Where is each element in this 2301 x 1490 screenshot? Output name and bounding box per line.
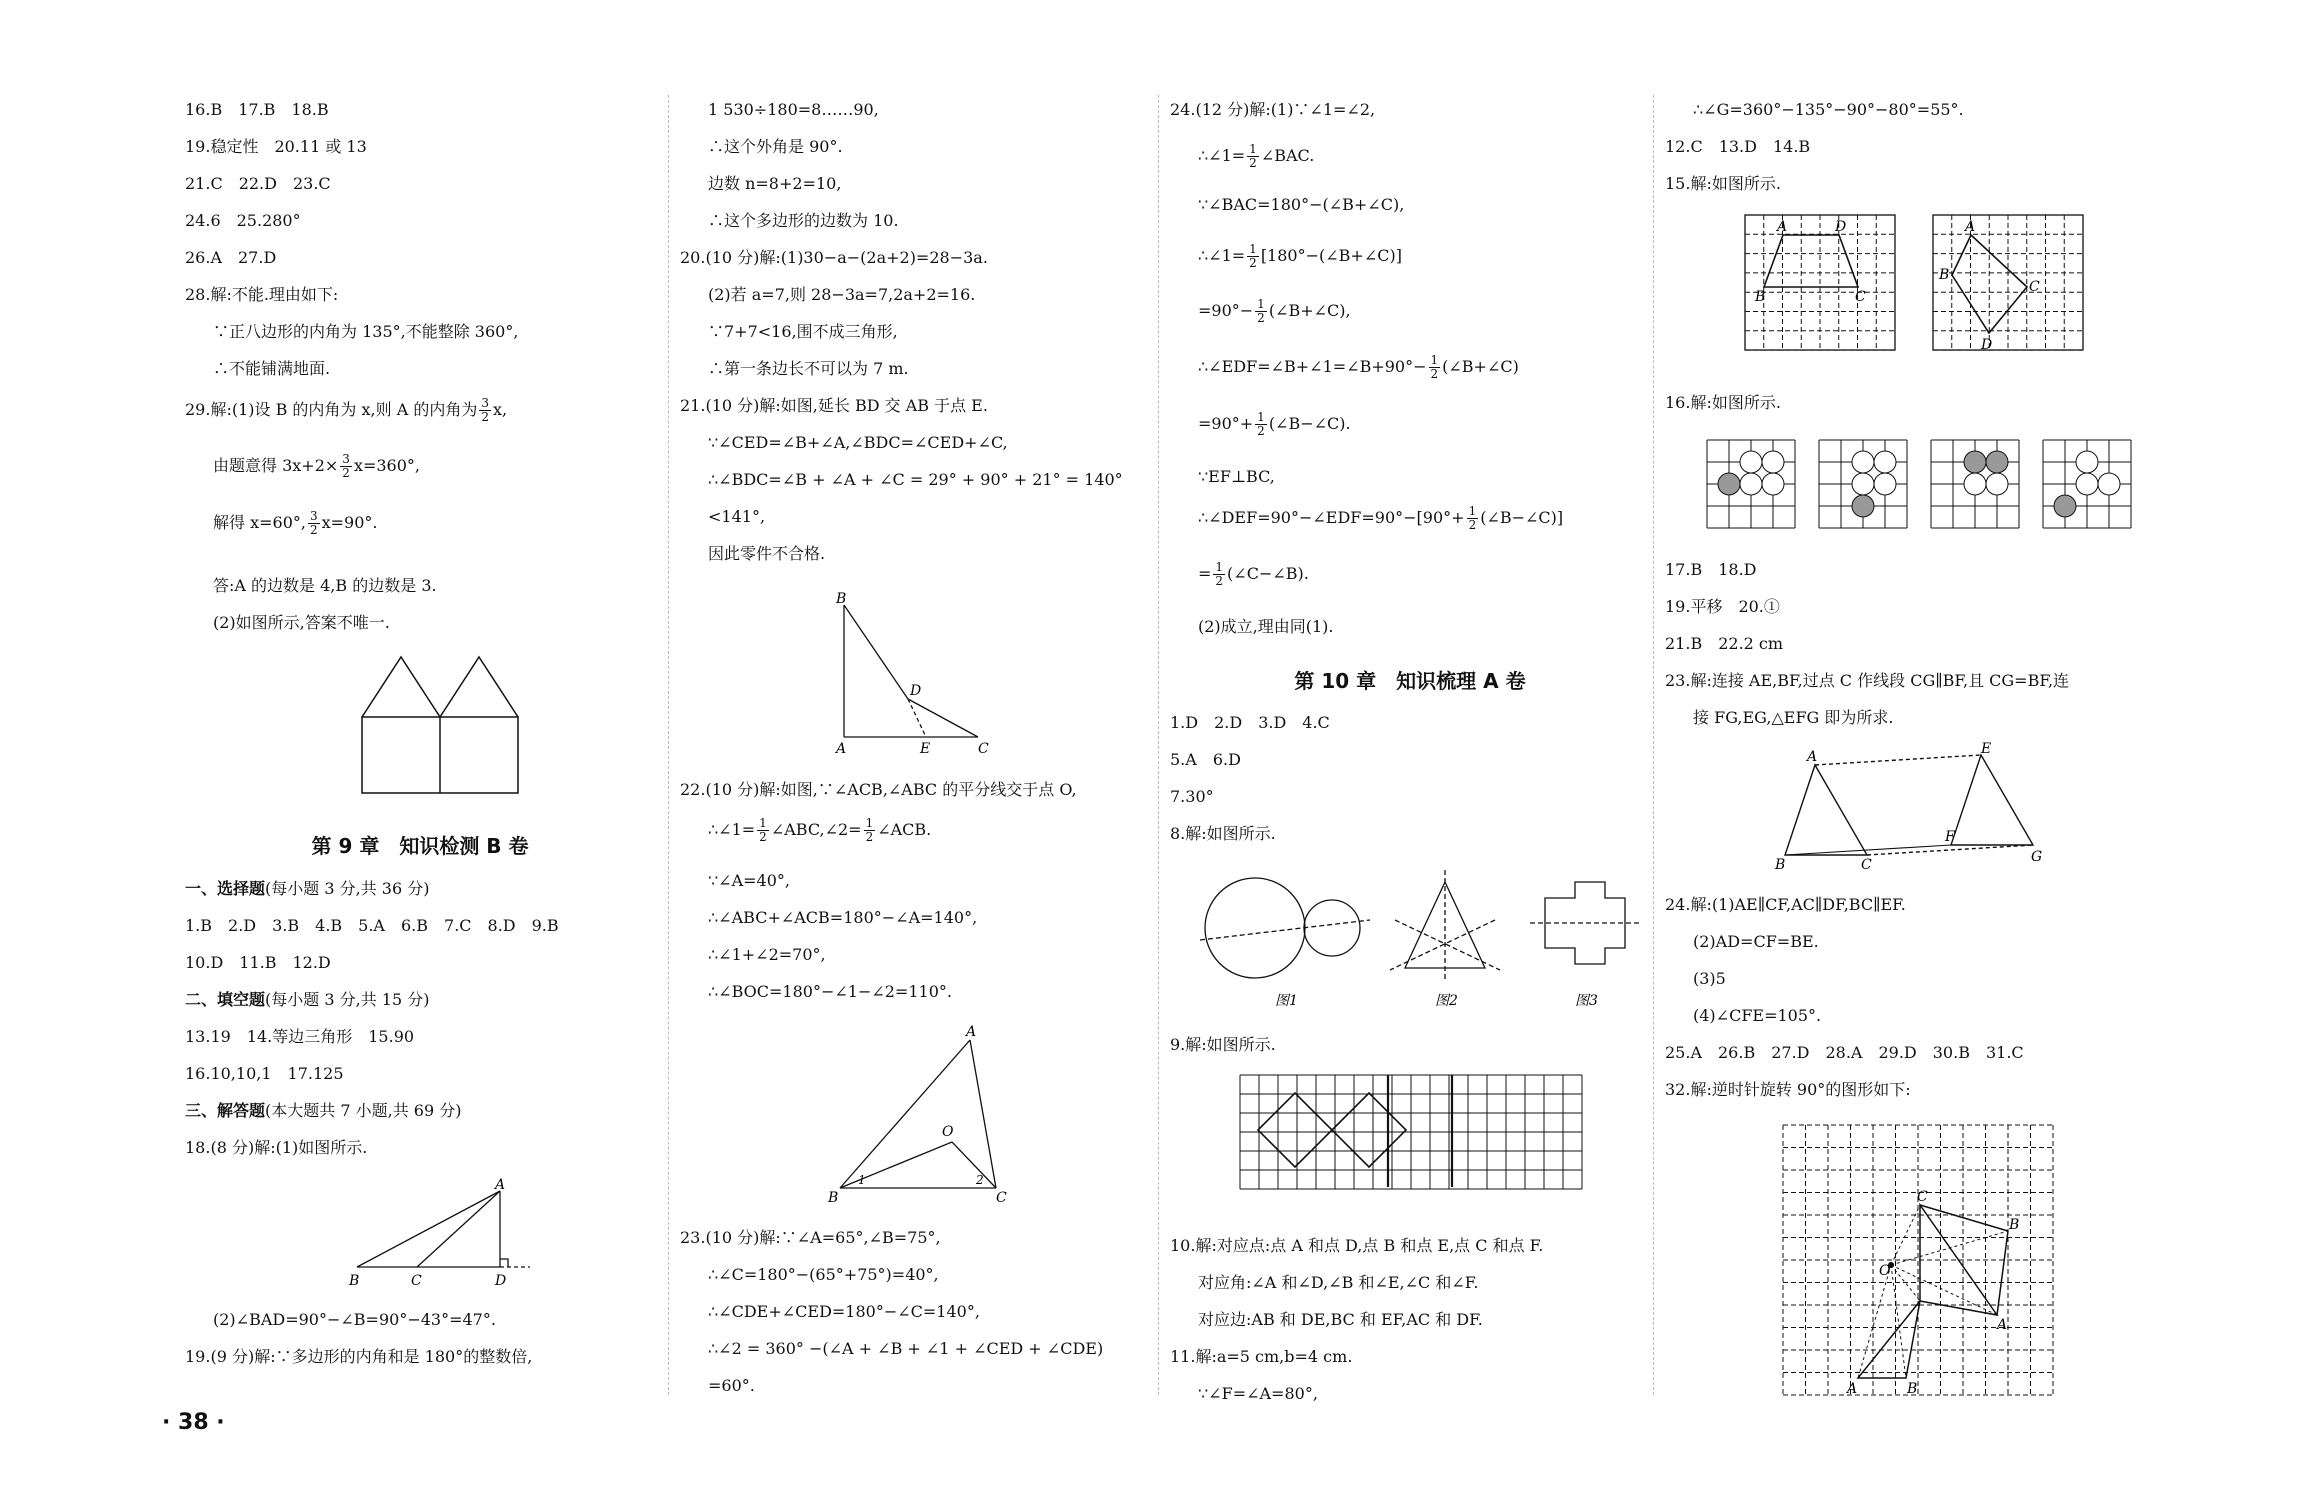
label-1: 1 [858, 1173, 866, 1187]
c1-line: 13.19 14.等边三角形 15.90 [185, 1027, 415, 1046]
text: [180°−(∠B+∠C)] [1260, 246, 1402, 265]
circle-mark [2076, 451, 2098, 473]
c3-line-frac [1170, 561, 1309, 588]
c2-line: 23.(10 分)解:∵∠A=65°,∠B=75°, [680, 1228, 941, 1247]
c1-line: 21.C 22.D 23.C [185, 174, 331, 193]
label-a: A [1965, 219, 1976, 235]
label-c: C [1861, 857, 1872, 873]
c1-line: 答:A 的边数是 4,B 的边数是 3. [213, 576, 437, 595]
triangle-figure-22 [828, 1024, 1030, 1210]
den: 2 [1215, 574, 1224, 588]
c3-line: 10.解:对应点:点 A 和点 D,点 B 和点 E,点 C 和点 F. [1170, 1236, 1544, 1255]
text: ∴∠1= [708, 820, 756, 839]
c2-line: ∴这个多边形的边数为 10. [708, 211, 899, 230]
fraction [1213, 561, 1225, 588]
c4-line: 接 FG,EG,△EFG 即为所求. [1693, 708, 1894, 727]
text: ∴∠DEF=90°−∠EDF=90°−[90°+ [1198, 508, 1465, 527]
circle-mark [1986, 473, 2008, 495]
text: ∴∠EDF=∠B+∠1=∠B+90°− [1198, 357, 1427, 376]
label-d: D [1835, 219, 1847, 235]
num: 1 [865, 816, 874, 830]
label-b: B [2009, 1217, 2020, 1233]
c3-line: 8.解:如图所示. [1170, 824, 1276, 843]
text: =90°+ [1198, 414, 1254, 433]
page-number: · 38 · [162, 1410, 225, 1435]
circle-mark [1852, 451, 1874, 473]
c4-line: 16.解:如图所示. [1665, 393, 1781, 412]
c2-line: ∴第一条边长不可以为 7 m. [708, 359, 909, 378]
label-g: G [2031, 849, 2043, 865]
c2-line: =60°. [708, 1376, 755, 1395]
text: 由题意得 3x+2× [213, 456, 339, 475]
text: 29.解:(1)设 B 的内角为 x,则 A 的内角为 [185, 400, 478, 419]
label-a: A [966, 1024, 977, 1040]
rotation-grid-figure-32 [1783, 1125, 2063, 1405]
c4-line: 12.C 13.D 14.B [1665, 137, 1811, 156]
text: (∠B−∠C)] [1480, 508, 1564, 527]
symmetry-figures [1200, 870, 1630, 1010]
c2-line: 22.(10 分)解:如图,∵∠ACB,∠ABC 的平分线交于点 O, [680, 780, 1077, 799]
fraction [757, 817, 769, 844]
c3-line: (2)成立,理由同(1). [1198, 617, 1334, 636]
c3-line-frac [1170, 505, 1563, 532]
c3-line: ∵EF⊥BC, [1198, 467, 1275, 486]
circle-mark [1986, 451, 2008, 473]
c3-line-frac [1170, 298, 1351, 325]
c2-line: 1 530÷180=8……90, [708, 100, 879, 119]
chapter-10-heading: 第 10 章 知识梳理 A 卷 [1294, 669, 1526, 693]
circle-mark [1874, 473, 1896, 495]
c2-line: ∴∠C=180°−(65°+75°)=40°, [708, 1265, 939, 1284]
label-b: B [1907, 1381, 1918, 1397]
label-c: C [978, 741, 989, 757]
c2-line: ∴∠CDE+∠CED=180°−∠C=140°, [708, 1302, 980, 1321]
c3-line-frac [1170, 411, 1351, 438]
c3-line-frac [1170, 143, 1314, 170]
c2-line: ∴∠BOC=180°−∠1−∠2=110°. [708, 982, 952, 1001]
label-c: C [1917, 1189, 1928, 1205]
den: 2 [1257, 311, 1265, 325]
c3-line: 11.解:a=5 cm,b=4 cm. [1170, 1347, 1353, 1366]
label-b: B [828, 1190, 839, 1206]
circle-mark [1852, 473, 1874, 495]
den: 2 [759, 830, 767, 844]
c3-line: ∵∠BAC=180°−(∠B+∠C), [1198, 195, 1405, 214]
grid-figure-15 [1745, 215, 2085, 355]
c1-line: 10.D 11.B 12.D [185, 953, 331, 972]
c1-line-frac [185, 510, 377, 537]
c3-line-frac [1170, 243, 1402, 270]
label-o: O [1879, 1263, 1891, 1279]
c3-line: 24.(12 分)解:(1)∵∠1=∠2, [1170, 100, 1376, 119]
c1-line: 19.(9 分)解:∵多边形的内角和是 180°的整数倍, [185, 1347, 533, 1366]
section-header [185, 1101, 461, 1121]
section-note: (每小题 3 分,共 15 分) [265, 990, 430, 1009]
num: 3 [481, 396, 489, 410]
figure-caption-2: 图2 [1435, 993, 1458, 1009]
label-b: B [349, 1273, 360, 1289]
section-header [185, 990, 429, 1010]
c2-line: <141°, [708, 507, 766, 526]
c4-line: 25.A 26.B 27.D 28.A 29.D 30.B 31.C [1665, 1043, 2024, 1062]
circle-mark [1964, 473, 1986, 495]
c2-line: ∴∠ABC+∠ACB=180°−∠A=140°, [708, 908, 978, 927]
den: 2 [1257, 424, 1265, 438]
fraction [1255, 411, 1267, 438]
c1-line: 28.解:不能.理由如下: [185, 285, 339, 304]
num: 1 [1249, 242, 1257, 256]
circle-mark [2076, 473, 2098, 495]
c4-line: ∴∠G=360°−135°−90°−80°=55°. [1693, 100, 1964, 119]
c4-line: (3)5 [1693, 969, 1726, 988]
c3-line: 9.解:如图所示. [1170, 1035, 1276, 1054]
num: 1 [1257, 297, 1265, 311]
den: 2 [481, 410, 489, 424]
text: ∴∠1= [1198, 246, 1246, 265]
label-b: B [836, 591, 847, 607]
text: = [1198, 564, 1212, 583]
den: 2 [865, 830, 874, 844]
c1-line-frac [185, 453, 420, 480]
text: (∠B+∠C), [1268, 301, 1351, 320]
section-header [185, 879, 429, 899]
den: 2 [1430, 367, 1439, 381]
section-note: (本大题共 7 小题,共 69 分) [265, 1101, 462, 1120]
text: x=90°. [321, 513, 378, 532]
c1-line: 18.(8 分)解:(1)如图所示. [185, 1138, 368, 1157]
c4-line: (4)∠CFE=105°. [1693, 1006, 1822, 1025]
c4-line: 19.平移 20.① [1665, 597, 1780, 616]
label-c: C [2029, 279, 2040, 295]
c2-line: ∵7+7<16,围不成三角形, [708, 322, 898, 341]
num: 1 [1468, 504, 1477, 518]
fraction [1255, 298, 1267, 325]
text: (∠B+∠C) [1442, 357, 1519, 376]
circle-mark [2054, 495, 2076, 517]
den: 2 [1249, 256, 1257, 270]
label-e: E [920, 741, 931, 757]
c2-line: 20.(10 分)解:(1)30−a−(2a+2)=28−3a. [680, 248, 988, 267]
label-b: B [1939, 267, 1950, 283]
text: ∠ABC,∠2= [770, 820, 862, 839]
c2-line: 因此零件不合格. [708, 544, 826, 563]
text: =90°− [1198, 301, 1254, 320]
label-a: A [1807, 749, 1818, 765]
c3-line: 对应角:∠A 和∠D,∠B 和∠E,∠C 和∠F. [1198, 1273, 1479, 1292]
circle-mark [1874, 451, 1896, 473]
c4-line: 32.解:逆时针旋转 90°的图形如下: [1665, 1080, 1911, 1099]
triangle-figure-21 [830, 591, 1010, 757]
label-a: A [1847, 1381, 1858, 1397]
label-c: C [996, 1190, 1007, 1206]
c1-line: (2)如图所示,答案不唯一. [213, 613, 390, 632]
c3-line: 对应边:AB 和 DE,BC 和 EF,AC 和 DF. [1198, 1310, 1483, 1329]
den: 2 [342, 466, 350, 480]
circle-mark [1740, 473, 1762, 495]
fraction [308, 510, 320, 537]
c2-line: (2)若 a=7,则 28−3a=7,2a+2=16. [708, 285, 976, 304]
den: 2 [309, 523, 318, 537]
c4-line: (2)AD=CF=BE. [1693, 932, 1819, 951]
c3-line: 7.30° [1170, 787, 1214, 806]
c2-line-frac [680, 817, 931, 844]
num: 1 [1257, 410, 1265, 424]
circle-grid-figure-16 [1707, 440, 2147, 535]
section-label: 二、填空题 [185, 990, 266, 1009]
label-a: A [1997, 1317, 2008, 1333]
c1-line: ∴不能铺满地面. [213, 359, 331, 378]
fraction [1247, 243, 1259, 270]
section-label: 三、解答题 [185, 1101, 266, 1120]
section-label: 一、选择题 [185, 879, 266, 898]
c2-line: ∵∠CED=∠B+∠A,∠BDC=∠CED+∠C, [708, 433, 1008, 452]
num: 1 [1215, 560, 1224, 574]
fraction [1247, 143, 1259, 170]
c4-line: 24.解:(1)AE∥CF,AC∥DF,BC∥EF. [1665, 895, 1906, 914]
c2-line: ∴∠BDC=∠B + ∠A + ∠C = 29° + 90° + 21° = 140° [708, 470, 1123, 489]
c1-line: 16.10,10,1 17.125 [185, 1064, 344, 1083]
circle-mark [1762, 451, 1784, 473]
c1-line: 24.6 25.280° [185, 211, 301, 230]
label-a: A [1777, 219, 1788, 235]
fraction [864, 817, 876, 844]
c3-line-frac [1170, 354, 1519, 381]
c2-line: ∴这个外角是 90°. [708, 137, 843, 156]
triangle-figure-23 [1775, 741, 2065, 873]
triangle-figure-18 [345, 1177, 565, 1289]
c1-line: 19.稳定性 20.11 或 13 [185, 137, 367, 156]
label-d: D [495, 1273, 507, 1289]
label-b: B [1775, 857, 1786, 873]
house-figure [360, 655, 520, 795]
grid-figure-9 [1240, 1075, 1550, 1195]
circle-mark [1740, 451, 1762, 473]
circle-mark [1964, 451, 1986, 473]
label-b: B [1755, 289, 1766, 305]
c2-line: 边数 n=8+2=10, [708, 174, 842, 193]
num: 1 [1249, 142, 1257, 156]
label-c: C [1855, 289, 1866, 305]
label-f: F [1945, 829, 1955, 845]
text: x=360°, [353, 456, 420, 475]
c2-line: ∴∠2 = 360° −(∠A + ∠B + ∠1 + ∠CED + ∠CDE) [708, 1339, 1104, 1358]
section-note: (每小题 3 分,共 36 分) [265, 879, 430, 898]
text: (∠C−∠B). [1227, 564, 1309, 583]
text: ∴∠1= [1198, 146, 1246, 165]
label-d: D [910, 683, 922, 699]
fraction [479, 397, 491, 424]
c1-line: 1.B 2.D 3.B 4.B 5.A 6.B 7.C 8.D 9.B [185, 916, 559, 935]
fraction [340, 453, 352, 480]
figure-caption-3: 图3 [1575, 993, 1598, 1009]
num: 3 [309, 509, 318, 523]
label-c: C [411, 1273, 422, 1289]
fraction [1467, 505, 1479, 532]
c1-line: 26.A 27.D [185, 248, 277, 267]
c2-line: 21.(10 分)解:如图,延长 BD 交 AB 于点 E. [680, 396, 988, 415]
text: ∠ACB. [877, 820, 932, 839]
num: 1 [1430, 353, 1439, 367]
label-o: O [942, 1124, 954, 1140]
c4-line: 17.B 18.D [1665, 560, 1757, 579]
c3-line: 5.A 6.D [1170, 750, 1241, 769]
text: 解得 x=60°, [213, 513, 306, 532]
num: 3 [342, 452, 350, 466]
figure-caption-1: 图1 [1275, 993, 1298, 1009]
c4-line: 23.解:连接 AE,BF,过点 C 作线段 CG∥BF,且 CG=BF,连 [1665, 671, 2070, 690]
chapter-9-heading: 第 9 章 知识检测 B 卷 [311, 834, 529, 858]
c3-line: 1.D 2.D 3.D 4.C [1170, 713, 1330, 732]
num: 1 [759, 816, 767, 830]
c4-line: 21.B 22.2 cm [1665, 634, 1784, 653]
c2-line: ∴∠1+∠2=70°, [708, 945, 826, 964]
c3-line: ∵∠F=∠A=80°, [1198, 1384, 1318, 1403]
circle-mark [1718, 473, 1740, 495]
c1-line: ∵正八边形的内角为 135°,不能整除 360°, [213, 322, 519, 341]
fraction [1429, 354, 1441, 381]
label-2: 2 [976, 1173, 984, 1187]
circle-mark [1762, 473, 1784, 495]
c1-line: (2)∠BAD=90°−∠B=90°−43°=47°. [213, 1310, 496, 1329]
label-a: A [836, 741, 847, 757]
c4-line: 15.解:如图所示. [1665, 174, 1781, 193]
text: ∠BAC. [1260, 146, 1315, 165]
text: (∠B−∠C). [1268, 414, 1351, 433]
c1-line-frac [185, 397, 507, 424]
label-d: D [1981, 337, 1993, 353]
c2-line: ∵∠A=40°, [708, 871, 790, 890]
text: x, [493, 400, 508, 419]
circle-mark [2098, 473, 2120, 495]
c1-line: 16.B 17.B 18.B [185, 100, 329, 119]
den: 2 [1468, 518, 1477, 532]
circle-mark [1852, 495, 1874, 517]
den: 2 [1249, 156, 1257, 170]
label-e: E [1981, 741, 1992, 757]
label-a: A [495, 1177, 506, 1193]
